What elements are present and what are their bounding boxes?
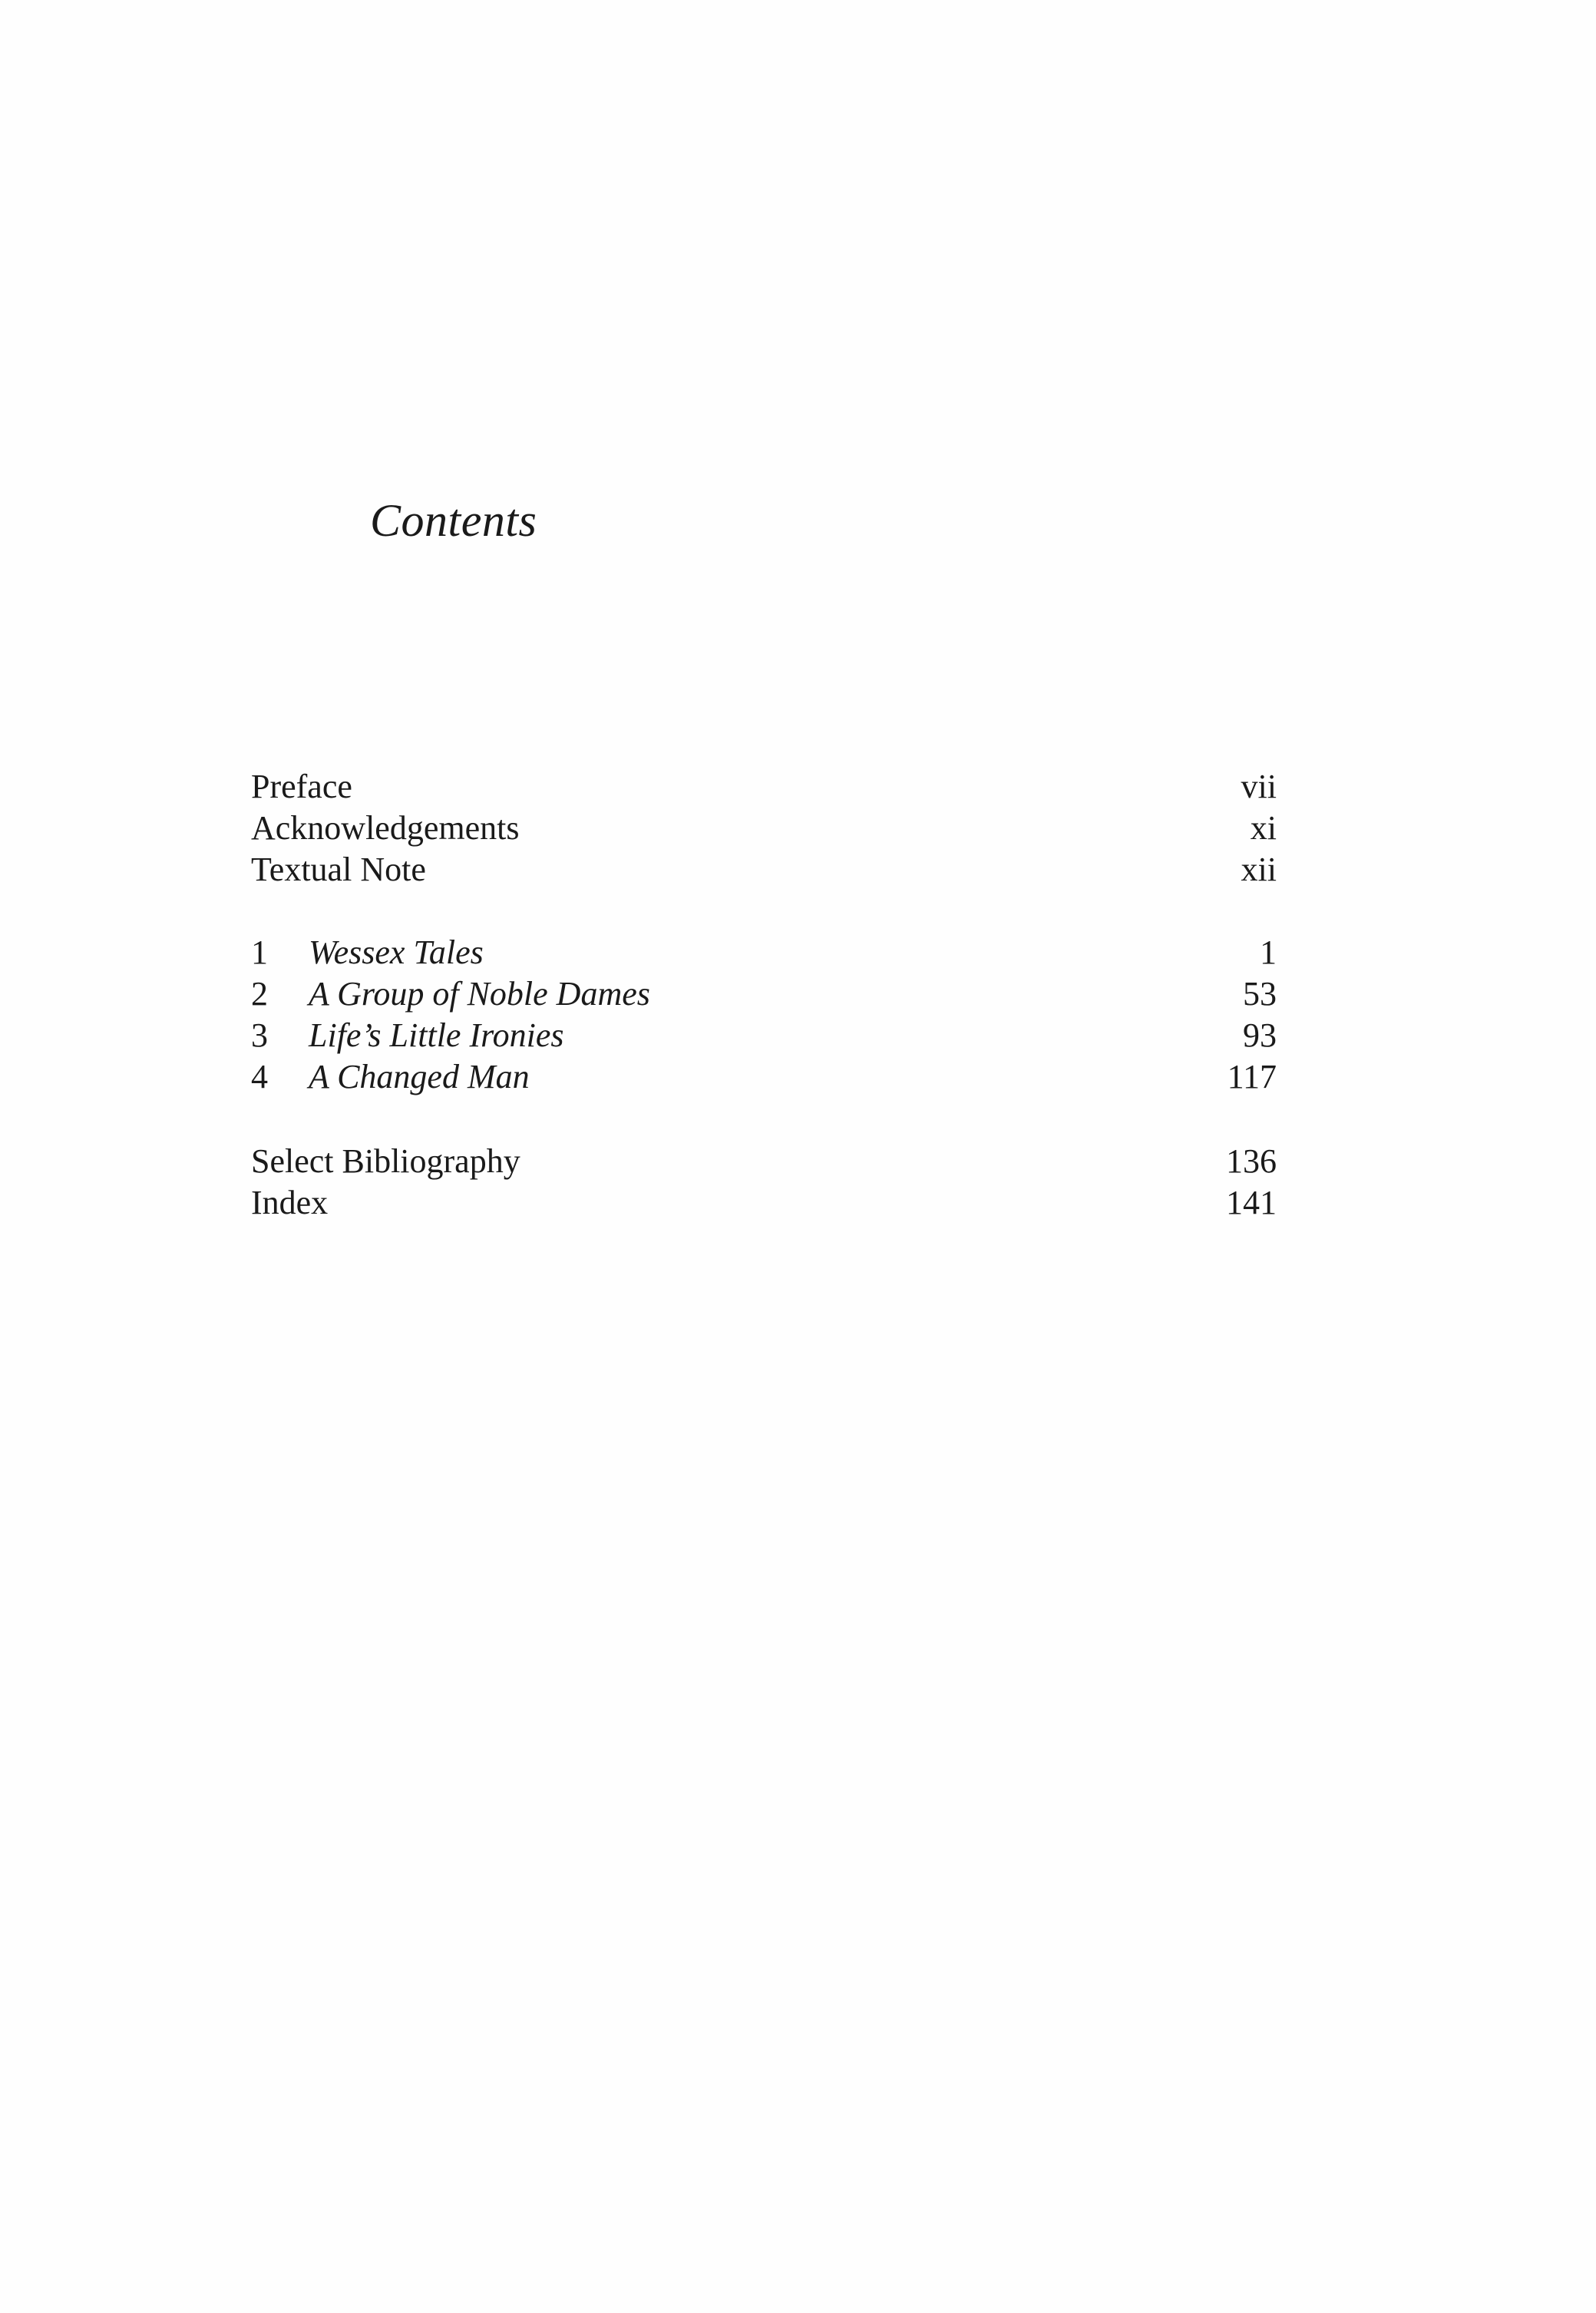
front-matter-list [251, 766, 1277, 891]
toc-row-chapter-2 [251, 973, 1277, 1015]
toc-entry-label: Select Bibliography [251, 1142, 520, 1180]
chapter-title: Life’s Little Ironies [309, 1016, 564, 1054]
toc-row-textual-note [251, 849, 1277, 891]
toc-page-number: 141 [1226, 1184, 1277, 1221]
toc-row-acknowledgements [251, 808, 1277, 849]
toc-entry-label: Textual Note [251, 851, 426, 888]
toc-page-number: 53 [1243, 975, 1277, 1013]
toc-page-number: xii [1241, 851, 1277, 888]
chapter-number: 3 [251, 1016, 268, 1054]
chapter-number: 1 [251, 933, 268, 971]
toc-row-chapter-3 [251, 1015, 1277, 1056]
toc-row-chapter-1 [251, 932, 1277, 973]
page-title: Contents [370, 495, 537, 546]
chapter-title: Wessex Tales [309, 933, 484, 971]
toc-row-select-bibliography [251, 1141, 1277, 1182]
chapter-title: A Group of Noble Dames [309, 975, 650, 1013]
toc-row-preface [251, 766, 1277, 808]
toc-row-chapter-4 [251, 1056, 1277, 1098]
toc-entry-label: Acknowledgements [251, 809, 520, 847]
toc-page-number: vii [1241, 768, 1277, 805]
chapter-list [251, 932, 1277, 1098]
toc-row-index [251, 1182, 1277, 1224]
chapter-number: 2 [251, 975, 268, 1013]
toc-page-number: xi [1250, 809, 1277, 847]
back-matter-list [251, 1141, 1277, 1224]
toc-entry-label: Index [251, 1184, 329, 1221]
toc-entry-label: Preface [251, 768, 352, 805]
toc-page-number: 1 [1260, 933, 1277, 971]
chapter-number: 4 [251, 1058, 268, 1095]
toc-page-number: 93 [1243, 1016, 1277, 1054]
toc-page-number: 136 [1226, 1142, 1277, 1180]
chapter-title: A Changed Man [309, 1058, 530, 1095]
toc-page-number: 117 [1227, 1058, 1277, 1095]
